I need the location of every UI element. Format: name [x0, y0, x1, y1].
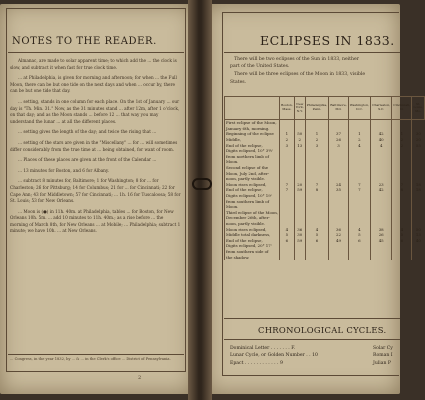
- cycle-label: Epact . . . . . . . . . . . .: [230, 360, 279, 366]
- eclipses-title: ECLIPSES IN 1833.: [260, 33, 395, 48]
- notes-title: NOTES TO THE READER.: [12, 36, 157, 47]
- row-label: January 6th, morning.: [225, 126, 280, 132]
- notes-paragraph: ... Moon is (●) in 11h. 40m. at Philadelphia, tables ... for Boston, for New Orleans 10h. 5m. ... add 10 minutes to 11h. 40m.; as a rise before ... the morning of March 8th, for New Orleans ... at Mobile; ... Philadelphia; subtract 1 minute; we have 10h. ... at New Orleans.: [10, 208, 181, 234]
- cell-value: [392, 254, 412, 260]
- cycle-row: [230, 352, 318, 359]
- column-header: Baltimore, Md.: [329, 97, 348, 120]
- cycle-value: 9: [279, 360, 283, 366]
- row-label: Moon.: [225, 159, 280, 165]
- row-label: from southern limb of: [225, 198, 280, 204]
- cell-value: 18: [412, 182, 424, 188]
- intro-line: part of the United States.: [230, 64, 290, 69]
- cycles-right: [373, 345, 393, 367]
- cell-value: 4: [348, 142, 370, 148]
- cell-value: 4: [348, 226, 370, 232]
- row-label: Second eclipse of the: [225, 165, 280, 171]
- cell-value: 6: [392, 237, 412, 243]
- cell-value: 1: [392, 131, 412, 137]
- cell-value: 38: [371, 226, 392, 232]
- notes-paragraph: ... subtract 8 minutes for, Baltimore; 1 for Washington; 8 for ... for Charleston; 26 for Pittsburg; 14 for Columbus; 21 for ... for Cincinnati; 22 for Cape Ann; 43 for Middletown; 57 for Cincinnati; ... 1h. 16 for Tuscaloosa; 58 for St. Louis; 53 for New Orleans.: [10, 178, 181, 204]
- cell-value: 42: [371, 187, 392, 193]
- row-label: Middle,: [225, 137, 280, 143]
- cycle-label: Dominical Letter . . . . . . .: [230, 346, 290, 351]
- notes-paragraph: ... setting, stands in one column for each place. On the 1st of January ... our day is "Th. Min. 31." Now, as the 31 minutes stand ... after 12m, after 1 o'clock, on that day; and as the Moon stands ... before 12 ... that way you may understand the lunar ... at all the different places.: [10, 98, 180, 124]
- column-header: Philadelphia, Penn.: [305, 97, 329, 120]
- row-label: from northern limb of: [225, 154, 280, 160]
- cell-value: 2: [305, 137, 329, 143]
- row-label: Beginning of the eclipse: [225, 131, 280, 137]
- cell-value: 6: [348, 237, 370, 243]
- notes-paragraph: ... 13 minutes for Boston, and 6 for Albany.: [18, 167, 110, 173]
- notes-paragraph: ... setting of the stars are given in the "Miscellany" ... for ... will sometimes differ considerably from the true time at ... being obtained, for want of room.: [10, 139, 178, 152]
- page-number: 2: [138, 375, 142, 381]
- cell-value: 5: [392, 232, 412, 238]
- column-header: Charleston, S.C.: [371, 97, 392, 120]
- cycles-left: [230, 345, 318, 367]
- cycle-row: [230, 360, 318, 367]
- cell-value: 26: [371, 232, 392, 238]
- cycles-title: CHRONOLOGICAL CYCLES.: [258, 325, 387, 335]
- cell-value: 2: [279, 137, 294, 143]
- copyright-footnote: ... Congress, in the year 1832, by ... & ... in the Clerk's office ... District of Pennsylvania.: [10, 357, 171, 361]
- row-label: Third eclipse of the Moon,: [226, 209, 278, 215]
- book-gutter: [188, 0, 212, 400]
- notes-body: [10, 58, 182, 239]
- intro-line: States.: [230, 80, 247, 85]
- cell-value: 8: [305, 187, 329, 193]
- cell-value: 40: [412, 237, 424, 243]
- cell-value: [329, 254, 348, 260]
- row-label: First eclipse of the Moon,: [225, 120, 280, 126]
- cell-value: 5: [279, 232, 294, 238]
- cell-value: [294, 254, 305, 260]
- cell-value: 20: [294, 182, 305, 188]
- cell-value: [348, 254, 370, 260]
- cell-value: 49: [329, 237, 348, 243]
- cell-value: 59: [294, 187, 305, 193]
- cycle-row: [230, 345, 318, 352]
- row-label: Moon rises eclipsed,: [225, 182, 280, 188]
- row-label: noon, partly visible.: [225, 176, 280, 182]
- row-label: End of the eclipse,: [225, 142, 280, 148]
- cell-value: 23: [371, 182, 392, 188]
- column-header: [225, 97, 280, 120]
- cell-value: 4: [305, 226, 329, 232]
- section-rule: [224, 318, 400, 319]
- notes-paragraph: Almanac, are made to solar apparent time; to which add the ... the clock is slow, and subtract it when fast for true clock time.: [10, 58, 177, 70]
- cell-value: 6: [305, 237, 329, 243]
- cell-value: 8: [392, 187, 412, 193]
- cell-value: 20: [412, 137, 424, 143]
- column-header: Boston, Mass.: [279, 97, 294, 120]
- table-body: [225, 120, 425, 260]
- cycle-row: Roman I: [373, 353, 393, 359]
- notes-paragraph: ... at Philadelphia, is given for morning and afternoon; for when ... the Full Moon, there can be but one tide on the next days and when ... occur by, there can be but one tide that day.: [10, 75, 177, 94]
- cell-value: 24: [329, 182, 348, 188]
- cell-value: [305, 254, 329, 260]
- cell-value: 42: [371, 131, 392, 137]
- title-rule: [224, 52, 400, 53]
- row-label: Moon, July 2nd, after-: [225, 170, 280, 176]
- cycle-label: Lunar Cycle, or Golden Number . .: [230, 353, 311, 359]
- cell-value: 59: [294, 237, 305, 243]
- cell-value: 36: [294, 226, 305, 232]
- column-header: New York, N.Y.: [294, 97, 305, 120]
- cell-value: 7: [279, 182, 294, 188]
- cell-value: 7: [348, 182, 370, 188]
- cell-value: 7: [348, 187, 370, 193]
- row-label: End of the eclipse,: [225, 237, 280, 243]
- column-header: St. Louis, Mo.: [412, 97, 424, 120]
- cell-value: 7: [279, 187, 294, 193]
- cell-value: 2: [392, 142, 412, 148]
- cell-value: 5: [348, 232, 370, 238]
- notes-paragraph: ... setting gives the length of the day; and twice the rising that ...: [18, 129, 157, 135]
- cell-value: 18: [412, 187, 424, 193]
- row-label: Digits eclipsed, 10° 3½': [225, 148, 280, 154]
- notes-paragraph: ... Places of these places are given at the front of the Calendar ...: [18, 157, 157, 163]
- cell-value: 40: [371, 137, 392, 143]
- row-label: from southern side of: [225, 249, 280, 255]
- cell-value: 1: [305, 131, 329, 137]
- cell-value: 7: [305, 182, 329, 188]
- cell-value: 50: [294, 131, 305, 137]
- row-label: the shadow.: [225, 254, 280, 260]
- cycle-row: Solar Cy: [373, 346, 393, 351]
- cell-value: 30: [294, 232, 305, 238]
- cell-value: 1: [279, 131, 294, 137]
- cell-value: 45: [371, 237, 392, 243]
- cell-value: 2: [392, 137, 412, 143]
- cell-value: 37: [329, 131, 348, 137]
- cell-value: 7: [392, 182, 412, 188]
- intro-line: There will be two eclipses of the Sun in 1833, neither: [234, 57, 359, 62]
- section-rule: [224, 339, 400, 340]
- cell-value: 6: [279, 237, 294, 243]
- cell-value: 13: [294, 142, 305, 148]
- cell-value: 13: [412, 232, 424, 238]
- cell-value: 36: [329, 226, 348, 232]
- row-label: Moon.: [225, 204, 280, 210]
- cell-value: 2: [348, 137, 370, 143]
- row-label: End of the eclipse,: [225, 187, 280, 193]
- cell-value: [371, 254, 392, 260]
- cell-value: 2: [294, 137, 305, 143]
- cell-value: 1: [348, 131, 370, 137]
- cell-value: 5: [305, 232, 329, 238]
- binding-thread: [192, 178, 212, 190]
- cell-value: [412, 254, 424, 260]
- cell-value: 26: [329, 137, 348, 143]
- column-header: Washington, D.C.: [348, 97, 370, 120]
- cycle-value: 10: [312, 353, 318, 359]
- row-label: Digits eclipsed, 10° 19': [225, 193, 280, 199]
- cell-value: 3: [305, 142, 329, 148]
- intro-line: There will be three eclipses of the Moon in 1833, visible: [234, 72, 366, 77]
- row-label: Moon rises eclipsed,: [225, 226, 280, 232]
- title-rule: [8, 52, 184, 53]
- cell-value: 22: [329, 232, 348, 238]
- cell-value: 4: [371, 142, 392, 148]
- cycle-value: F.: [291, 346, 296, 351]
- table-row: [225, 254, 425, 260]
- cell-value: 30: [412, 131, 424, 137]
- cell-value: 55: [412, 142, 424, 148]
- row-label: noon, partly visible.: [225, 221, 280, 227]
- cell-value: 35: [329, 187, 348, 193]
- cycle-row: Julian P: [373, 360, 391, 366]
- cell-value: 3: [329, 142, 348, 148]
- cell-value: 4: [279, 226, 294, 232]
- eclipse-table: [224, 96, 425, 260]
- row-label: December 26th, after-: [225, 215, 280, 221]
- cell-value: 3: [279, 142, 294, 148]
- row-label: Middle total darkness,: [225, 232, 280, 238]
- cell-value: 4: [392, 226, 412, 232]
- row-label: Digits eclipsed, 20° 17': [225, 243, 280, 249]
- cell-value: 50: [412, 226, 424, 232]
- footnote-rule: [8, 354, 184, 355]
- table-header-row: [225, 97, 425, 120]
- cell-value: [279, 254, 294, 260]
- column-header: Cincinnati, O.: [392, 97, 412, 120]
